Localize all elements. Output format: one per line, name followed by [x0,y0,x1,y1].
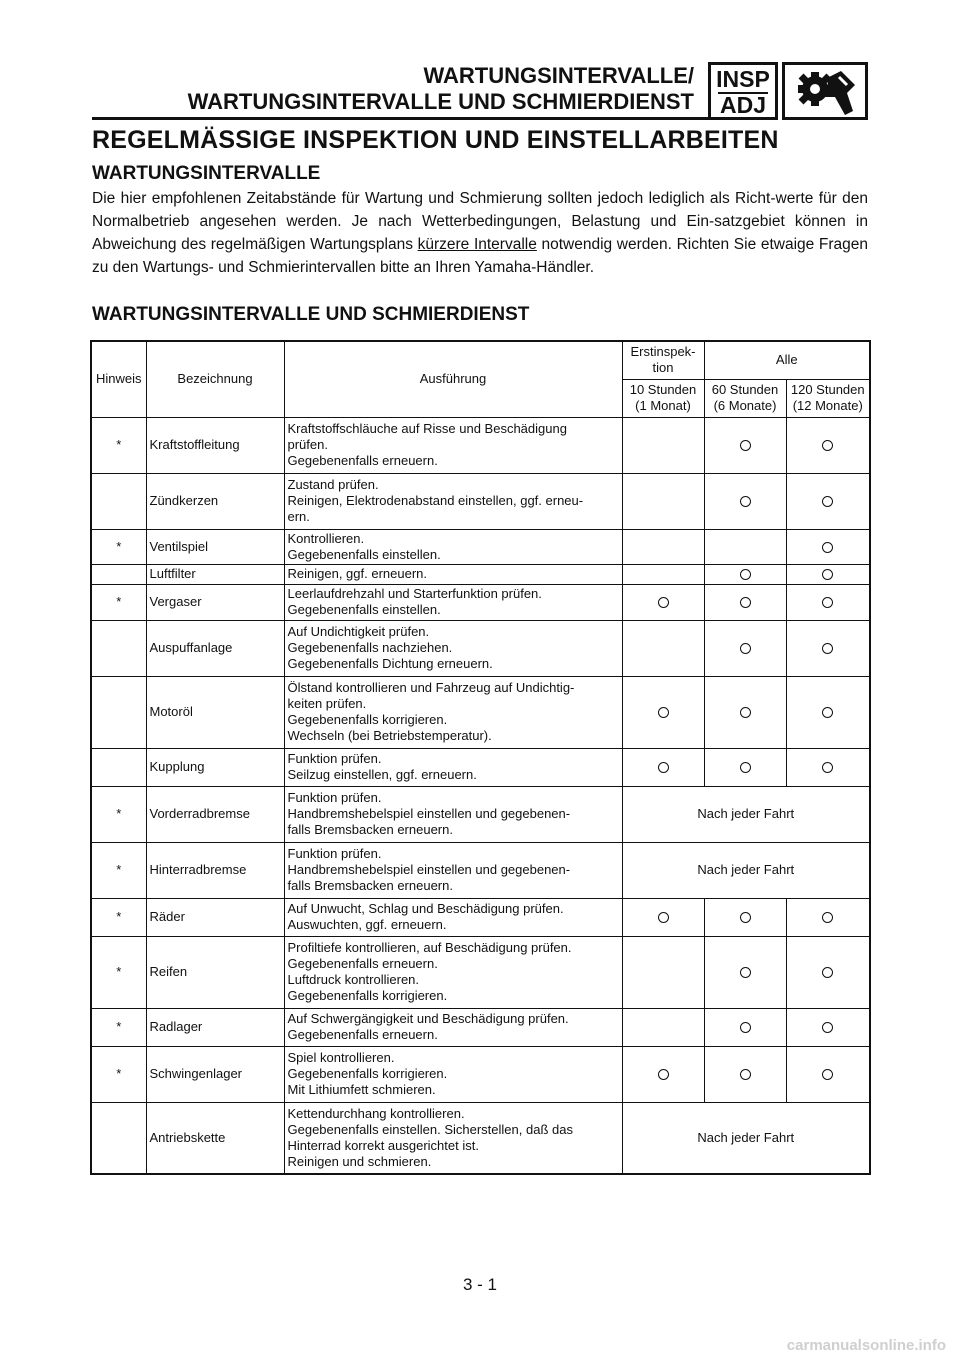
interval-120-cell [786,417,870,473]
note-cell [91,620,146,676]
interval-60-cell [704,1046,786,1102]
check-circle-icon [740,569,751,580]
table-row [91,1102,870,1174]
item-name-cell: Kraftstoffleitung [146,417,284,473]
interval-10-cell [622,1008,704,1046]
maintenance-table-body [91,417,870,1174]
interval-120-cell [786,620,870,676]
intro-text-start: Die hier empfohlenen Zeitabstände für Wartung und Schmierung sollten jedoch lediglich als Richt-werte für den Normalbetrieb angesehen werden. Je nach Wetterbedingungen, Belastung und Ein-satzgebiet können in Abweichung des regelmäßigen Wartungsplans [92,190,868,253]
interval-120-cell [786,1008,870,1046]
table-row [91,748,870,786]
check-circle-icon [822,912,833,923]
badge-insp-label: INSP [716,66,770,92]
check-circle-icon [658,707,669,718]
intro-underlined-phrase: kürzere Intervalle [417,236,537,253]
check-circle-icon [740,1022,751,1033]
watermark: carmanualsonline.info [786,1337,946,1354]
interval-60-cell [704,564,786,584]
item-name-cell: Zündkerzen [146,473,284,529]
table-row [91,842,870,898]
check-circle-icon [822,542,833,553]
interval-span-cell: Nach jeder Fahrt [622,786,870,842]
header-120-stunden: 120 Stunden (12 Monate) [786,379,870,417]
page-title: REGELMÄSSIGE INSPEKTION UND EINSTELLARBEITEN [92,126,779,154]
action-cell: Funktion prüfen. Handbremshebelspiel einstellen und gegebenen- falls Bremsbacken erneuern. [284,786,622,842]
interval-10-cell [622,584,704,620]
action-cell: Auf Unwucht, Schlag und Beschädigung prüfen. Auswuchten, ggf. erneuern. [284,898,622,936]
intro-text-end: notwendig werden. Richten Sie etwaige Fragen zu den Wartungs- und Schmierintervallen bitte an Ihren Yamaha-Händler. [92,236,869,276]
table-row [91,676,870,748]
check-circle-icon [658,912,669,923]
note-cell: * [91,584,146,620]
item-name-cell: Antriebskette [146,1102,284,1174]
page-number: 3 - 1 [462,1275,498,1294]
interval-120-cell [786,936,870,1008]
interval-10-cell [622,898,704,936]
interval-120-cell [786,748,870,786]
check-circle-icon [822,643,833,654]
intro-paragraph [92,187,868,279]
table-row [91,584,870,620]
check-circle-icon [740,496,751,507]
action-cell: Spiel kontrollieren. Gegebenenfalls korrigieren. Mit Lithiumfett schmieren. [284,1046,622,1102]
item-name-cell: Reifen [146,936,284,1008]
section-heading-schedule: WARTUNGSINTERVALLE UND SCHMIERDIENST [92,304,530,325]
table-row [91,898,870,936]
interval-10-cell [622,620,704,676]
item-name-cell: Vorderradbremse [146,786,284,842]
check-circle-icon [658,762,669,773]
action-cell: Auf Schwergängigkeit und Beschädigung prüfen. Gegebenenfalls erneuern. [284,1008,622,1046]
header-bezeichnung: Bezeichnung [146,341,284,417]
interval-120-cell [786,529,870,564]
insp-adj-badge [708,62,778,120]
item-name-cell: Hinterradbremse [146,842,284,898]
check-circle-icon [822,762,833,773]
action-cell: Ölstand kontrollieren und Fahrzeug auf Undichtig- keiten prüfen. Gegebenenfalls korrigieren. Wechseln (bei Betriebstemperatur). [284,676,622,748]
action-cell: Profiltiefe kontrollieren, auf Beschädigung prüfen. Gegebenenfalls erneuern. Luftdruck kontrollieren. Gegebenenfalls korrigieren. [284,936,622,1008]
interval-120-cell [786,676,870,748]
item-name-cell: Auspuffanlage [146,620,284,676]
note-cell: * [91,936,146,1008]
check-circle-icon [740,643,751,654]
note-cell [91,748,146,786]
item-name-cell: Ventilspiel [146,529,284,564]
check-circle-icon [740,967,751,978]
note-cell: * [91,842,146,898]
header-title-line2: WARTUNGSINTERVALLE UND SCHMIERDIENST [187,89,694,114]
item-name-cell: Radlager [146,1008,284,1046]
interval-120-cell [786,564,870,584]
table-row [91,1008,870,1046]
interval-60-cell [704,584,786,620]
interval-60-cell [704,529,786,564]
check-circle-icon [822,967,833,978]
section-heading-intervals: WARTUNGSINTERVALLE [92,163,321,184]
interval-span-cell: Nach jeder Fahrt [622,842,870,898]
interval-120-cell [786,898,870,936]
interval-span-cell: Nach jeder Fahrt [622,1102,870,1174]
action-cell: Auf Undichtigkeit prüfen. Gegebenenfalls nachziehen. Gegebenenfalls Dichtung erneuern. [284,620,622,676]
check-circle-icon [740,762,751,773]
action-cell: Funktion prüfen. Handbremshebelspiel einstellen und gegebenen- falls Bremsbacken erneuern. [284,842,622,898]
action-cell: Leerlaufdrehzahl und Starterfunktion prüfen. Gegebenenfalls einstellen. [284,584,622,620]
item-name-cell: Räder [146,898,284,936]
check-circle-icon [822,1069,833,1080]
interval-60-cell [704,676,786,748]
interval-10-cell [622,748,704,786]
interval-120-cell [786,473,870,529]
note-cell: * [91,417,146,473]
check-circle-icon [658,1069,669,1080]
badge-adj-label: ADJ [719,92,766,118]
item-name-cell: Vergaser [146,584,284,620]
check-circle-icon [822,496,833,507]
note-cell [91,676,146,748]
item-name-cell: Schwingenlager [146,1046,284,1102]
header-title-line1: WARTUNGSINTERVALLE/ [423,63,694,88]
note-cell: * [91,786,146,842]
interval-10-cell [622,1046,704,1102]
note-cell: * [91,1046,146,1102]
interval-60-cell [704,417,786,473]
check-circle-icon [822,569,833,580]
table-row [91,417,870,473]
page-header [92,62,868,120]
check-circle-icon [740,1069,751,1080]
check-circle-icon [740,597,751,608]
check-circle-icon [822,597,833,608]
wrench-badge [782,62,868,120]
interval-10-cell [622,676,704,748]
item-name-cell: Luftfilter [146,564,284,584]
header-60-stunden: 60 Stunden (6 Monate) [704,379,786,417]
action-cell: Kontrollieren. Gegebenenfalls einstellen. [284,529,622,564]
note-cell [91,473,146,529]
action-cell: Kettendurchhang kontrollieren. Gegebenenfalls einstellen. Sicherstellen, daß das Hinterrad korrekt ausgerichtet ist. Reinigen und schmieren. [284,1102,622,1174]
interval-10-cell [622,473,704,529]
check-circle-icon [822,440,833,451]
check-circle-icon [658,597,669,608]
check-circle-icon [740,912,751,923]
table-row [91,564,870,584]
note-cell [91,564,146,584]
action-cell: Kraftstoffschläuche auf Risse und Beschädigung prüfen. Gegebenenfalls erneuern. [284,417,622,473]
interval-120-cell [786,584,870,620]
table-row [91,529,870,564]
interval-60-cell [704,1008,786,1046]
header-hinweis: Hinweis [91,341,146,417]
check-circle-icon [822,1022,833,1033]
action-cell: Zustand prüfen. Reinigen, Elektrodenabstand einstellen, ggf. erneu- ern. [284,473,622,529]
interval-120-cell [786,1046,870,1102]
note-cell: * [91,529,146,564]
note-cell [91,1102,146,1174]
maintenance-table [90,340,871,1175]
item-name-cell: Motoröl [146,676,284,748]
check-circle-icon [740,707,751,718]
note-cell: * [91,898,146,936]
interval-10-cell [622,529,704,564]
interval-60-cell [704,898,786,936]
interval-60-cell [704,620,786,676]
table-row [91,786,870,842]
interval-60-cell [704,748,786,786]
table-row [91,620,870,676]
header-10-stunden: 10 Stunden (1 Monat) [622,379,704,417]
header-rule [92,117,712,120]
header-ausfuehrung: Ausführung [284,341,622,417]
interval-10-cell [622,936,704,1008]
interval-60-cell [704,473,786,529]
header-alle: Alle [704,341,870,379]
table-row [91,936,870,1008]
table-row [91,473,870,529]
header-erstinspektion: Erstinspek- tion [622,341,704,379]
action-cell: Reinigen, ggf. erneuern. [284,564,622,584]
check-circle-icon [740,440,751,451]
interval-10-cell [622,564,704,584]
check-circle-icon [822,707,833,718]
table-row [91,1046,870,1102]
wrench-gear-icon [791,67,861,117]
note-cell: * [91,1008,146,1046]
action-cell: Funktion prüfen. Seilzug einstellen, ggf. erneuern. [284,748,622,786]
interval-60-cell [704,936,786,1008]
item-name-cell: Kupplung [146,748,284,786]
interval-10-cell [622,417,704,473]
